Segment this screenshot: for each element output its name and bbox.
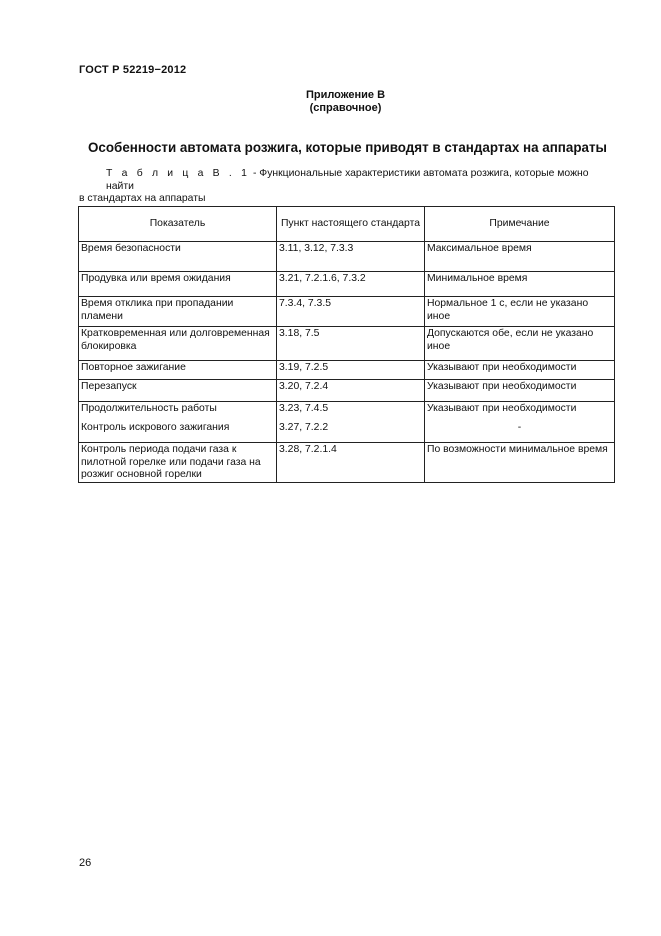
note-cell: Нормальное 1 с, если не указано иное xyxy=(425,297,615,327)
clause-cell: 3.28, 7.2.1.4 xyxy=(277,443,425,483)
table-row xyxy=(79,443,615,483)
note-cell: Минимальное время xyxy=(425,272,615,297)
note-cell: Указывают при необходимости xyxy=(425,361,615,380)
appendix-title: Приложение В xyxy=(305,89,386,101)
indicator-cell: Кратковременная или долговременная блокировка xyxy=(79,327,277,361)
table-row xyxy=(79,297,615,327)
note-cell: Допускаются обе, если не указано иное xyxy=(425,327,615,361)
column-header-indicator: Показатель xyxy=(79,207,277,242)
table-caption-text-continued: в стандартах на аппараты xyxy=(79,193,206,204)
clause-cell: 3.21, 7.2.1.6, 7.3.2 xyxy=(277,272,425,297)
section-title: Особенности автомата розжига, которые приводят в стандартах на аппараты xyxy=(88,140,607,155)
clause-cell: 3.27, 7.2.2 xyxy=(277,421,425,443)
note-cell: По возможности минимальное время xyxy=(425,443,615,483)
page-number: 26 xyxy=(79,857,92,869)
note-cell: Указывают при необходимости xyxy=(425,402,615,421)
indicator-cell: Контроль периода подачи газа к пилотной горелке или подачи газа на розжиг основной горелки xyxy=(79,443,277,483)
column-header-note: Примечание xyxy=(425,207,615,242)
table-caption-label: Т а б л и ц а В . 1 xyxy=(106,168,251,179)
note-cell: Максимальное время xyxy=(425,242,615,272)
appendix-note: (справочное) xyxy=(309,102,382,114)
table-caption xyxy=(79,168,619,206)
standard-code: ГОСТ Р 52219−2012 xyxy=(79,64,187,76)
clause-cell: 3.11, 3.12, 7.3.3 xyxy=(277,242,425,272)
table-row xyxy=(79,327,615,361)
clause-cell: 3.23, 7.4.5 xyxy=(277,402,425,421)
appendix-heading xyxy=(0,89,661,115)
clause-cell: 7.3.4, 7.3.5 xyxy=(277,297,425,327)
indicator-cell: Перезапуск xyxy=(79,380,277,402)
characteristics-table xyxy=(78,206,615,483)
indicator-cell: Время безопасности xyxy=(79,242,277,272)
indicator-cell: Повторное зажигание xyxy=(79,361,277,380)
table-row xyxy=(79,242,615,272)
indicator-cell: Контроль искрового зажигания xyxy=(79,421,277,443)
table-row xyxy=(79,361,615,380)
column-header-clause: Пункт настоящего стандарта xyxy=(277,207,425,242)
note-cell: - xyxy=(425,421,615,443)
indicator-cell: Продолжительность работы xyxy=(79,402,277,421)
table-row xyxy=(79,272,615,297)
table-caption-text: - Функциональные характеристики автомата розжига, которые можно найти xyxy=(106,168,589,192)
table-row xyxy=(79,421,615,443)
clause-cell: 3.18, 7.5 xyxy=(277,327,425,361)
table-row xyxy=(79,380,615,402)
table-row xyxy=(79,402,615,421)
table-header-row xyxy=(79,207,615,242)
note-cell: Указывают при необходимости xyxy=(425,380,615,402)
clause-cell: 3.19, 7.2.5 xyxy=(277,361,425,380)
clause-cell: 3.20, 7.2.4 xyxy=(277,380,425,402)
indicator-cell: Время отклика при пропадании пламени xyxy=(79,297,277,327)
indicator-cell: Продувка или время ожидания xyxy=(79,272,277,297)
